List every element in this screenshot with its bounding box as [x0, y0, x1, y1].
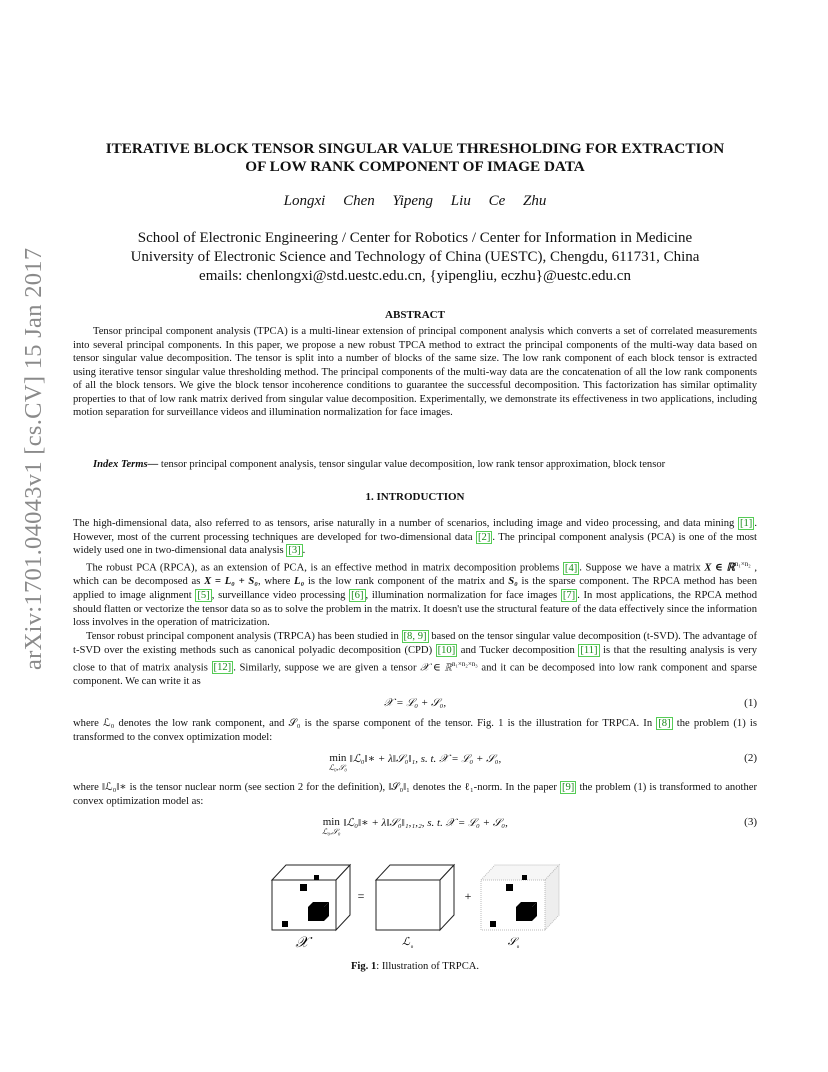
figure-1-caption — [70, 961, 760, 972]
equation-2 — [73, 752, 757, 772]
equation-2-min: min — [329, 752, 347, 764]
equation-2-math: ‖ℒ₀‖∗ + λ‖𝒮₀‖₁, s. t. 𝒳 = ℒ₀ + 𝒮₀, — [349, 753, 502, 765]
equation-1 — [73, 697, 757, 710]
equals-operator: = — [357, 889, 365, 903]
citation-link[interactable]: [2] — [478, 531, 491, 543]
index-terms — [73, 459, 757, 470]
citation-link[interactable]: [9] — [561, 782, 575, 793]
citation-link[interactable]: [6] — [351, 590, 364, 602]
label-l0-subscript: o — [410, 945, 414, 950]
arxiv-identifier[interactable]: arXiv:1701.04043v1 [cs.CV] 15 Jan 2017 — [20, 247, 47, 670]
sparse-entry-block — [300, 884, 307, 891]
title-line-1: ITERATIVE BLOCK TENSOR SINGULAR VALUE THRESHOLDING FOR EXTRACTION — [105, 140, 725, 157]
citation-link[interactable]: [8, 9] — [403, 631, 427, 643]
citation-link[interactable]: [5] — [197, 590, 210, 602]
section-heading-introduction: 1. INTRODUCTION — [365, 491, 465, 503]
index-terms-label: Index Terms— — [93, 459, 159, 470]
citation-link[interactable]: [11] — [580, 644, 598, 656]
equation-1-math: 𝒳 = ℒ₀ + 𝒮₀, — [383, 697, 447, 709]
intro-paragraph-3: Tensor robust principal component analysis (TRPCA) has been studied in [8, 9] based on the tensor singular value decomposition (t-SVD). The advantage of t-SVD over the existing methods such as canonical polyadic decomposition (CPD) [10] and Tucker decomposition [11] is that the resulting analysis is very close to that of matrix analysis [12] . Similarly, suppose we are given a tensor 𝒳 ∈ ℝ$^{n_1\times n_2\times n_3}$ and it can be decomposed into low rank component and sparse component. We can write it as — [73, 631, 757, 687]
large-sparse-block — [308, 902, 329, 921]
equation-3-min: min — [322, 816, 340, 828]
text-after-equation-1: where ℒ₀ denotes the low rank component, and 𝒮₀ is the sparse component of the tensor. Fig. 1 is the illustration for TRPCA. In [8] the problem (1) is transformed to the convex optimization model: — [73, 718, 757, 743]
author-list — [70, 193, 760, 210]
large-sparse-block — [516, 902, 537, 921]
citation-link[interactable]: [3] — [288, 545, 301, 557]
text-after-equation-2: where ‖ℒ₀‖∗ is the tensor nuclear norm (see section 2 for the definition), ‖𝒮₀‖₁ denotes the ℓ₁-norm. In the paper [9] the problem (1) is transformed to another convex optimization model as: — [73, 782, 757, 807]
figure-1-caption-text: : Illustration of TRPCA. — [376, 961, 480, 972]
plus-operator: + — [464, 889, 472, 903]
citation-link[interactable]: [10] — [437, 644, 456, 656]
citation-link[interactable]: [4] — [564, 562, 578, 574]
abstract-text: Tensor principal component analysis (TPCA) is a multi-linear extension of principal component analysis which converts a set of correlated measurements into several principal components. In this paper, we propose a new robust TPCA method to extract the principal components of the multi-way data based on tensor singular value decomposition. The tensor is split into a number of blocks of the same size. The low rank component of each block tensor is extracted using iterative tensor singular value thresholding method. The principal components of the multi-way data are the concatenation of all the low rank components of all the block tensors. We give the block tensor incoherence conditions to guarantee the successful decomposition. This factorization has similar optimality properties to that of low rank matrix derived from singular value decomposition. Experimentally, we demonstrate its effectiveness in two applications, including motion separation for surveillance videos and illumination normalization for face images. — [73, 326, 757, 418]
paper-title — [70, 140, 760, 176]
citation-link[interactable]: [1] — [739, 518, 753, 529]
affiliation-emails: emails: chenlongxi@std.uestc.edu.cn, {yipengliu, eczhu}@uestc.edu.cn — [199, 268, 631, 284]
equation-2-subscript: ℒ₀,𝒮₀ — [328, 763, 348, 772]
introduction-body — [73, 517, 757, 689]
affiliation — [70, 229, 760, 286]
affiliation-line-1: School of Electronic Engineering / Center for Robotics / Center for Information in Medicine — [137, 230, 693, 246]
label-l0-tensor: ℒ — [402, 936, 410, 948]
citation-link[interactable]: [8] — [658, 718, 671, 729]
label-x-tensor: 𝒳 — [295, 935, 309, 951]
author-2: Yipeng Liu — [392, 193, 471, 209]
sparse-entry-block — [314, 875, 319, 880]
equation-1-number: (1) — [744, 697, 757, 709]
label-s0-subscript: o — [516, 945, 520, 950]
title-line-2: OF LOW RANK COMPONENT OF IMAGE DATA — [245, 158, 585, 175]
intro-paragraph-1: The high-dimensional data, also referred to as tensors, arise naturally in a number of scenarios, including image and video processing, and data mining [1] . However, most of the current processing techniques are developed for two-dimensional data [2] . The principal component analysis (PCA) is one of the most widely used one in two-dimensional data analysis [3] . — [73, 518, 757, 557]
citation-link[interactable]: [12] — [213, 662, 232, 674]
author-3: Ce Zhu — [488, 193, 547, 209]
low-rank-cube — [376, 865, 454, 930]
abstract-heading: ABSTRACT — [385, 309, 445, 321]
figure-1-label: Fig. 1 — [350, 961, 377, 972]
equation-3 — [73, 816, 757, 836]
index-terms-text: tensor principal component analysis, tensor singular value decomposition, low rank tensor approximation, block tensor — [158, 459, 666, 470]
author-1: Longxi Chen — [283, 193, 375, 209]
sparse-entry-block — [522, 875, 527, 880]
sparse-entry-block — [506, 884, 513, 891]
citation-link[interactable]: [7] — [562, 590, 576, 602]
equation-2-number: (2) — [744, 752, 757, 764]
affiliation-line-2: University of Electronic Science and Technology of China (UESTC), Chengdu, 611731, China — [130, 249, 700, 265]
sparse-entry-block — [490, 921, 496, 927]
equation-3-math: ‖ℒ₀‖∗ + λ‖𝒮₀‖₁,₁,₂, s. t. 𝒳 = ℒ₀ + 𝒮₀, — [343, 817, 508, 829]
equation-3-subscript: ℒ₀,𝒮₀ — [322, 827, 341, 836]
sparse-entry-block — [282, 921, 288, 927]
equation-3-number: (3) — [744, 816, 757, 828]
trpca-illustration-figure — [266, 855, 566, 955]
label-s0-tensor: 𝒮 — [507, 936, 517, 948]
intro-paragraph-2: The robust PCA (RPCA), as an extension of PCA, is an effective method in matrix decomposition problems [4] . Suppose we have a matrix X ∈ ℝ$^{n_1\times n_2}$ , which can be decomposed as X = L₀ + S₀, where L₀ is the low rank component of the matrix and S₀ is the sparse component. The RPCA method has been applied to image alignment [5] , surveillance video processing [6] , illumination normalization for face images [7] . In most applications, the RPCA method should flatten or vectorize the tensor data so as to solve the problem in the matrix. It doesn't use the structural feature of the data effectively since the information loss involves in the operation of matricization. — [73, 560, 757, 629]
